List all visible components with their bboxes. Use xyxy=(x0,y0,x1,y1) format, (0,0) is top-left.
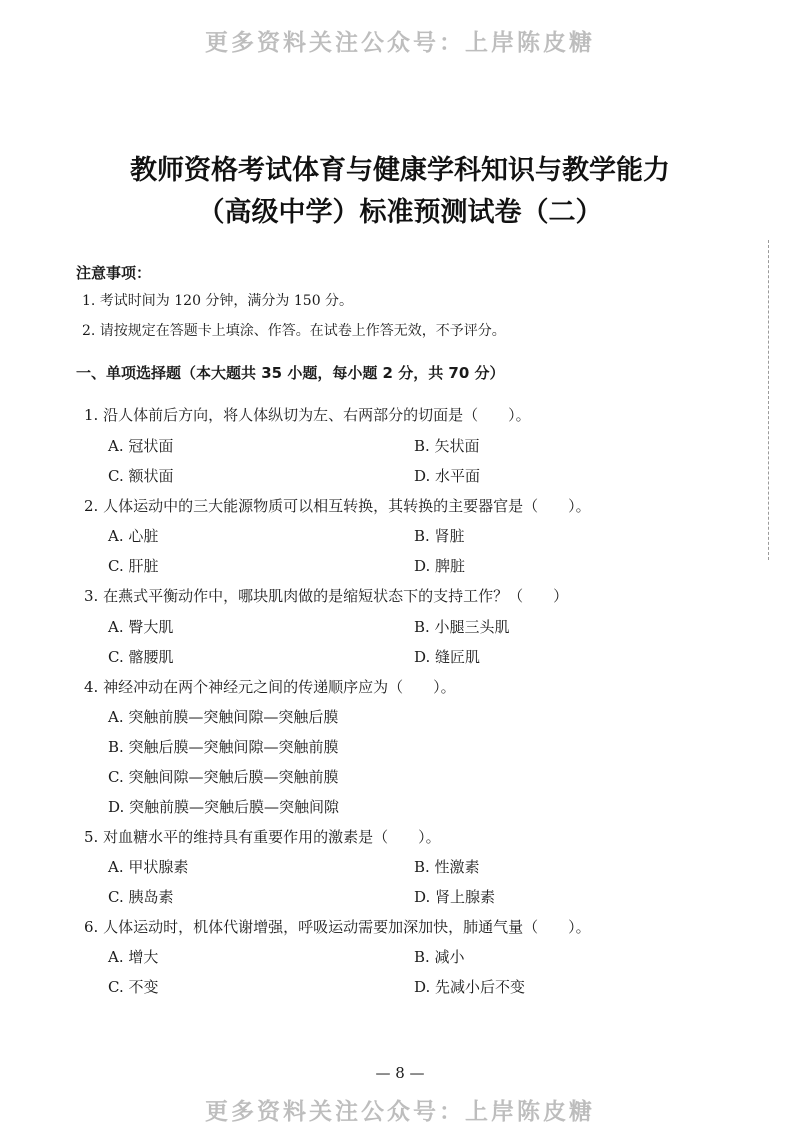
watermark-top: 更多资料关注公众号：上岸陈皮糖 xyxy=(205,30,595,56)
question-6-option-b: B. 减小 xyxy=(414,948,465,966)
question-3-option-c: C. 髂腰肌 xyxy=(108,648,174,666)
exam-title-line-1: 教师资格考试体育与健康学科知识与教学能力 xyxy=(130,155,670,186)
question-3-stem: 3. 在燕式平衡动作中，哪块肌肉做的是缩短状态下的支持工作？（ ） xyxy=(84,587,569,605)
question-6-option-a: A. 增大 xyxy=(108,948,159,966)
question-6-option-c: C. 不变 xyxy=(108,978,159,996)
question-5-option-a: A. 甲状腺素 xyxy=(108,858,189,876)
question-2-option-d: D. 脾脏 xyxy=(414,557,466,575)
question-2-option-c: C. 肝脏 xyxy=(108,557,159,575)
question-3-option-d: D. 缝匠肌 xyxy=(414,648,481,666)
exam-title-line-2: （高级中学）标准预测试卷（二） xyxy=(197,197,603,228)
question-1-option-d: D. 水平面 xyxy=(414,467,481,485)
section-title: 一、单项选择题（本大题共 35 小题，每小题 2 分，共 70 分） xyxy=(76,364,505,382)
question-5-option-d: D. 肾上腺素 xyxy=(414,888,496,906)
watermark-bottom: 更多资料关注公众号：上岸陈皮糖 xyxy=(205,1099,595,1125)
question-2-option-a: A. 心脏 xyxy=(108,527,159,545)
question-2-stem: 2. 人体运动中的三大能源物质可以相互转换，其转换的主要器官是（ ）。 xyxy=(84,497,591,515)
question-4-option-d: D. 突触前膜—突触后膜—突触间隙 xyxy=(108,798,340,816)
question-3-option-a: A. 臀大肌 xyxy=(108,618,174,636)
notice-item-1: 1. 考试时间为 120 分钟，满分为 150 分。 xyxy=(82,293,354,309)
question-5-stem: 5. 对血糖水平的维持具有重要作用的激素是（ ）。 xyxy=(84,828,441,846)
question-1-option-a: A. 冠状面 xyxy=(108,437,174,455)
question-4-option-c: C. 突触间隙—突触后膜—突触前膜 xyxy=(108,768,339,786)
question-4-option-b: B. 突触后膜—突触间隙—突触前膜 xyxy=(108,738,339,756)
question-6-option-d: D. 先减小后不变 xyxy=(414,978,526,996)
question-5-option-c: C. 胰岛素 xyxy=(108,888,174,906)
page-number: — 8 — xyxy=(375,1064,425,1082)
question-2-option-b: B. 肾脏 xyxy=(414,527,465,545)
notice-item-2: 2. 请按规定在答题卡上填涂、作答。在试卷上作答无效，不予评分。 xyxy=(82,323,506,339)
question-1-option-c: C. 额状面 xyxy=(108,467,174,485)
question-4-stem: 4. 神经冲动在两个神经元之间的传递顺序应为（ ）。 xyxy=(84,678,456,696)
question-6-stem: 6. 人体运动时，机体代谢增强，呼吸运动需要加深加快，肺通气量（ ）。 xyxy=(84,918,591,936)
question-4-option-a: A. 突触前膜—突触间隙—突触后膜 xyxy=(108,708,339,726)
notice-heading: 注意事项： xyxy=(76,264,152,282)
question-1-option-b: B. 矢状面 xyxy=(414,437,480,455)
question-5-option-b: B. 性激素 xyxy=(414,858,480,876)
question-3-option-b: B. 小腿三头肌 xyxy=(414,618,510,636)
binding-margin-line xyxy=(768,240,769,560)
question-1-stem: 1. 沿人体前后方向，将人体纵切为左、右两部分的切面是（ ）。 xyxy=(84,406,531,424)
